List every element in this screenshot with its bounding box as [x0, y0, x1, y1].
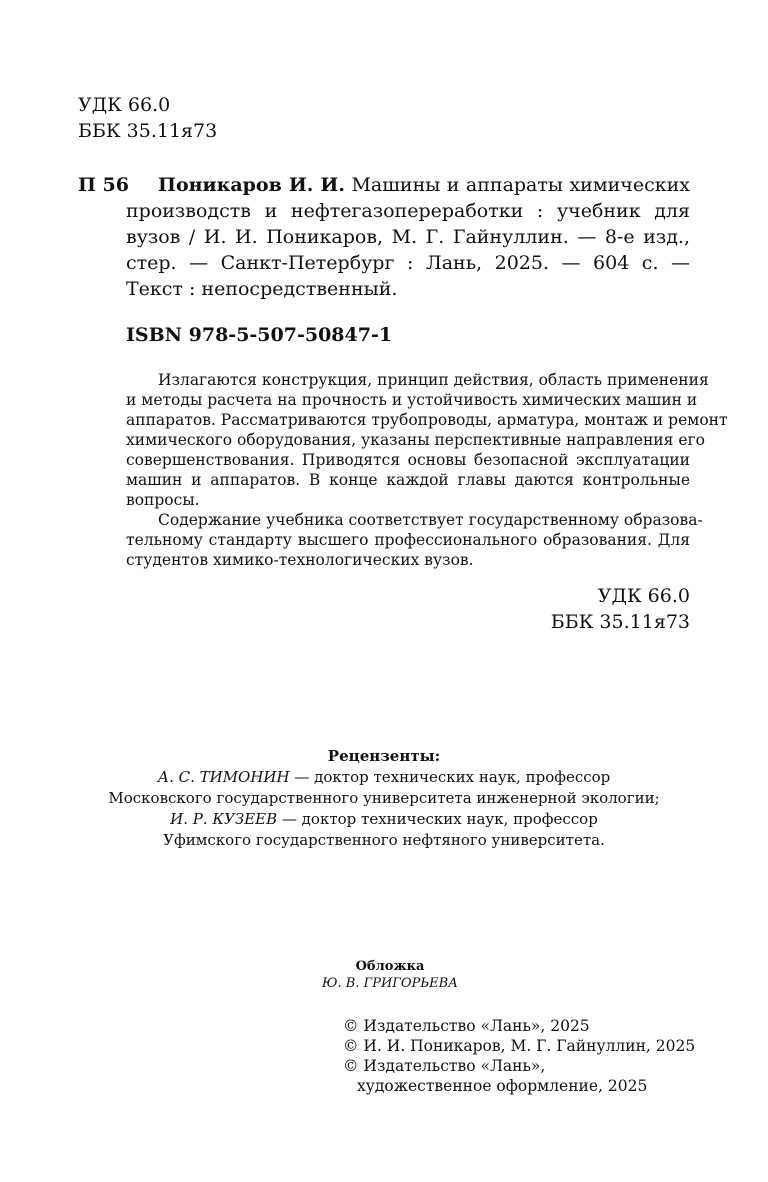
annotation-line: студентов химико-технологических вузов. [126, 551, 474, 569]
entry-line-5: Текст : непосредственный. [126, 278, 398, 300]
reviewer-2-name: И. Р. КУЗЕЕВ [170, 810, 278, 828]
reviewers-block [78, 746, 690, 851]
annotation-line: аппаратов. Рассматриваются трубопроводы, арматура, монтаж и ремонт [126, 411, 728, 429]
reviewer-1-org: Московского государственного университета инженерной экологии; [108, 789, 660, 807]
entry-line-2: производств и нефтегазопереработки : учебник для [126, 200, 690, 222]
copyright-block [343, 1016, 695, 1096]
annotation [126, 370, 728, 570]
annotation-line: Излагаются конструкция, принцип действия, область применения [158, 371, 709, 389]
entry-line-1 [126, 172, 690, 198]
isbn: ISBN 978-5-507-50847-1 [126, 324, 393, 346]
cover-credit [320, 958, 460, 992]
reviewer-1-role: — доктор технических наук, профессор [289, 768, 611, 786]
cover-designer: Ю. В. ГРИГОРЬЕВА [322, 976, 458, 991]
udk-code: УДК 66.0 [78, 94, 171, 116]
annotation-line: тельному стандарту высшего профессионального образования. Для [126, 531, 690, 549]
bbk-code: ББК 35.11я73 [550, 611, 690, 633]
author-sign: П 56 [78, 174, 129, 196]
reviewer-1-name: А. С. ТИМОНИН [157, 768, 290, 786]
entry-title-start: Машины и аппараты химических [351, 174, 690, 196]
bibliographic-entry [126, 172, 690, 302]
entry-line-4: стер. — Санкт-Петербург : Лань, 2025. — 604 с. — [126, 252, 690, 274]
copyright-line: художественное оформление, 2025 [357, 1077, 648, 1095]
cover-heading: Обложка [355, 959, 425, 974]
reviewer-1 [78, 767, 690, 788]
udk-code: УДК 66.0 [597, 585, 690, 607]
copyright-line: © Издательство «Лань», [343, 1057, 546, 1075]
reviewer-2 [78, 809, 690, 830]
annotation-line: вопросы. [126, 491, 200, 509]
entry-author: Поникаров И. И. [158, 174, 345, 196]
bbk-code: ББК 35.11я73 [78, 120, 218, 142]
copyright-line: © И. И. Поникаров, М. Г. Гайнуллин, 2025 [343, 1037, 696, 1055]
classification-top [78, 92, 217, 144]
reviewer-2-org: Уфимского государственного нефтяного университета. [163, 831, 605, 849]
annotation-line: машин и аппаратов. В конце каждой главы даются контрольные [126, 471, 690, 489]
copyright-line: © Издательство «Лань», 2025 [343, 1017, 590, 1035]
reviewer-2-role: — доктор технических наук, профессор [277, 810, 598, 828]
annotation-line: и методы расчета на прочность и устойчивость химических машин и [126, 391, 698, 409]
annotation-line: совершенствования. Приводятся основы безопасной эксплуатации [126, 451, 690, 469]
classification-bottom [551, 583, 690, 635]
annotation-line: Содержание учебника соответствует государственному образова- [158, 511, 703, 529]
entry-line-3: вузов / И. И. Поникаров, М. Г. Гайнуллин. — 8-е изд., [126, 226, 690, 248]
annotation-line: химического оборудования, указаны перспективные направления его [126, 431, 705, 449]
reviewers-heading: Рецензенты: [327, 747, 441, 765]
